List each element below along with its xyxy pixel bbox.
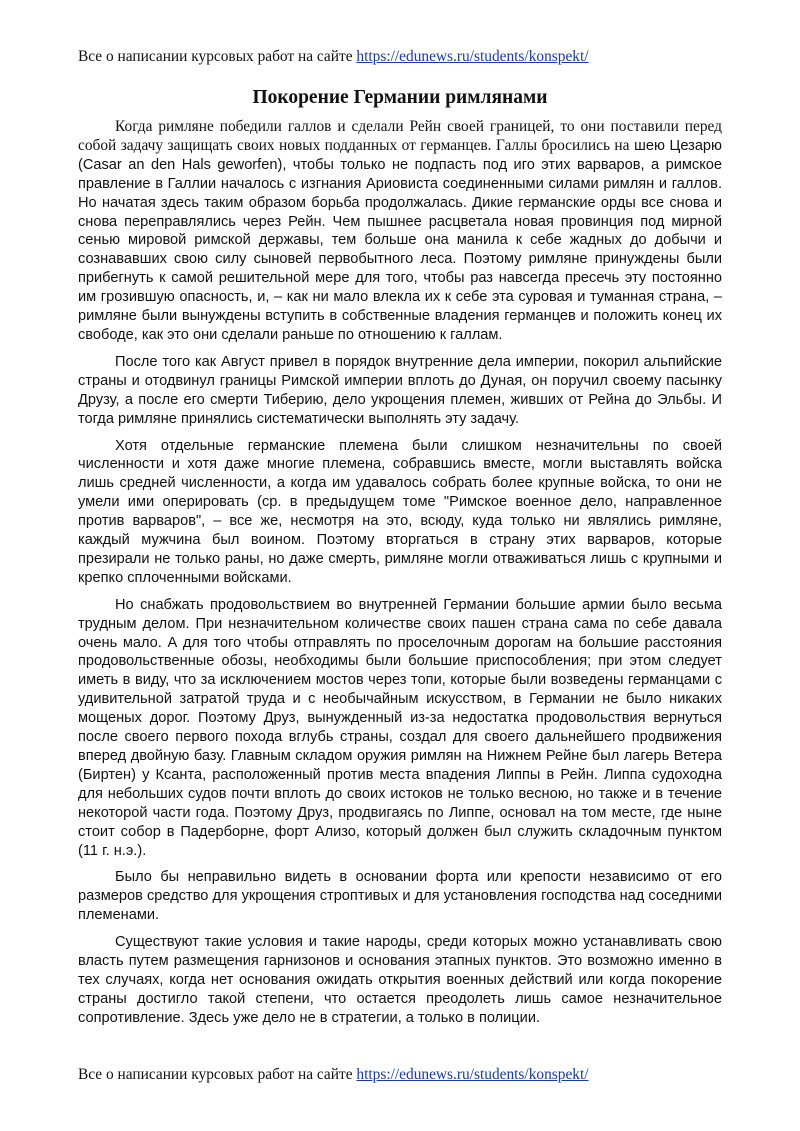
paragraph-2: После того как Август привел в порядок внутренние дела империи, покорил альпийские страны и отодвинул границы Римской империи вплоть до Дуная, он поручил своему пасынку Друзу, а после его смерти Тиберию, дело укрощения племен, живших от Рейна до Эльбы. И тогда римляне принялись систематически выполнять эту задачу. <box>78 353 722 427</box>
paragraph-1 <box>78 118 722 345</box>
page-title: Покорение Германии римлянами <box>252 87 548 108</box>
paragraph-1-sans-part: шею Цезарю (Casar an den Hals geworfen), чтобы только не подпасть под иго этих варваров, а римское правление в Галлии началось с изгнания Ариовиста соединенными силами римлян и галлов. Но начатая здесь таким образом борьба продолжалась. Дикие германские орды все снова и снова переправлялись через Рейн. Чем пышнее расцветала новая провинция под мирной сенью мировой римской державы, тем больше она манила к себе жадных до добычи и сознававших свою силу сыновей первобытного леса. Поэтому римляне принуждены были прибегнуть к самой решительной мере для того, чтобы раз навсегда пресечь эту постоянно им грозившую опасность, и, – как ни мало влекла их к себе эта суровая и туманная страна, – римляне были вынуждены вступить в собственные владения германцев и положить конец их свободе, как это они сделали раньше по отношению к галлам. <box>78 137 722 343</box>
header-prefix: Все о написании курсовых работ на сайте <box>78 48 357 65</box>
article-body <box>78 118 722 1028</box>
paragraph-5: Было бы неправильно видеть в основании форта или крепости независимо от его размеров средство для укрощения строптивых и для установления господства над соседними племенами. <box>78 869 722 924</box>
paragraph-6: Существуют такие условия и такие народы, среди которых можно устанавливать свою власть путем размещения гарнизонов и основания этапных пунктов. Это возможно именно в тех случаях, когда нет основания ожидать открытия военных действий или когда покорение страны достигло такой степени, что остается преодолеть лишь самое незначительное сопротивление. Здесь уже дело не в стратегии, а только в полиции. <box>78 934 722 1026</box>
footer-note <box>78 1066 728 1084</box>
paragraph-4: Но снабжать продовольствием во внутренней Германии большие армии было весьма трудным делом. При незначительном количестве своих пашен страна сама по себе давала очень мало. А для того чтобы отправлять по проселочным дорогам на большие расстояния продовольственные обозы, необходимы были большие приспособления; при этом следует иметь в виду, что за исключением мостов через топи, которые были возведены германцами с удивительной затратой труда и с необычайным искусством, в Германии не было никаких мощеных дорог. Поэтому Друз, вынужденный из-за недостатка продовольствия вернуться после своего первого похода вглубь страны, создал для своего дальнейшего продвижения вперед двойную базу. Главным складом оружия римлян на Нижнем Рейне был лагерь Ветера (Биртен) у Ксанта, расположенный против места впадения Липпы в Рейн. Липпа судоходна для небольших судов почти вплоть до своих истоков не только весною, но также и в течение некоторой части года. Поэтому Друз, продвигаясь по Липпе, основал на том месте, где ныне стоит собор в Падерборне, форт Ализо, который должен был служить складочным пунктом (11 г. н.э.). <box>78 596 722 859</box>
paragraph-1-serif-part: Когда римляне победили галлов и сделали Рейн своей границей, то они поставили перед собой задачу защищать своих новых подданных от германцев. Галлы бросились на <box>78 118 722 154</box>
footer-prefix: Все о написании курсовых работ на сайте <box>78 1066 357 1083</box>
header-link[interactable]: https://edunews.ru/students/konspekt/ <box>356 48 589 65</box>
footer-link[interactable]: https://edunews.ru/students/konspekt/ <box>356 1066 589 1083</box>
paragraph-3: Хотя отдельные германские племена были слишком незначительны по своей численности и хотя даже многие племена, собравшись вместе, могли выставлять войска лишь средней численности, а когда им удавалось собрать более крупные войска, то они не умели ими оперировать (ср. в предыдущем томе "Римское военное дело, направленное против варваров", – все же, несмотря на это, всюду, куда только ни являлись римляне, каждый мужчина был воином. Поэтому вторгаться в страну этих варваров, которые презирали не только раны, но даже смерть, римляне могли отваживаться лишь с крупными и крепко сплоченными войсками. <box>78 437 722 586</box>
header-note <box>78 48 728 66</box>
